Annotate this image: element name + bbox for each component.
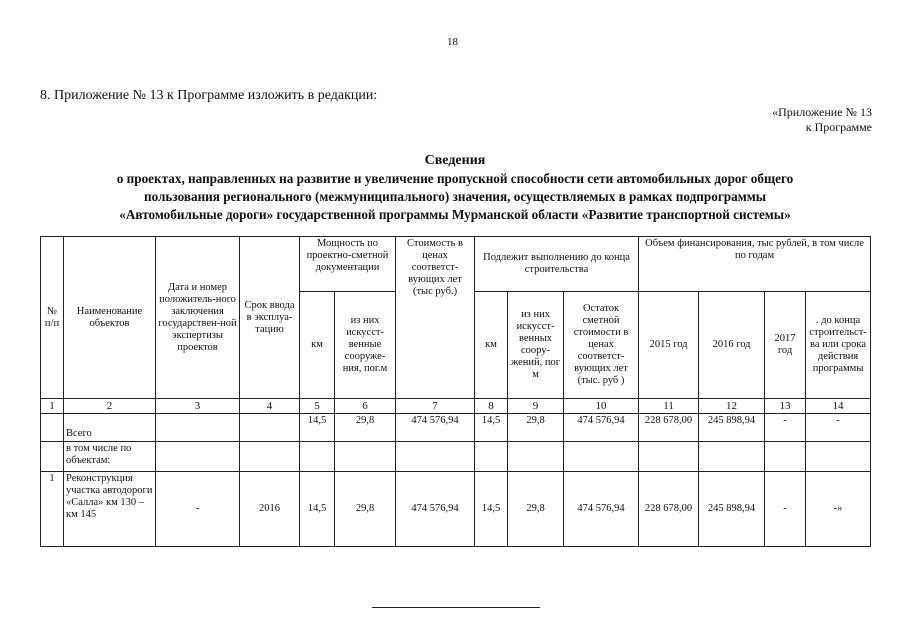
col-number: 5: [300, 399, 335, 414]
col-number: 13: [765, 399, 806, 414]
table-cell: [699, 442, 765, 472]
table-cell: 2016: [240, 472, 300, 547]
header-remaining-art: из них искусст-венных соору-жений, пог м: [508, 292, 564, 399]
title-line-2: пользования регионального (межмуниципального) значения, осуществляемых в рамках подпрограммы: [143, 189, 766, 204]
table-cell: [335, 442, 396, 472]
document-title: [40, 152, 870, 224]
object-name: Реконструкция участка автодороги «Салла» км 130 – км 145: [64, 472, 156, 547]
page-number: 18: [447, 36, 458, 48]
table-cell: 14,5: [475, 414, 508, 442]
table-cell: -: [765, 414, 806, 442]
header-expertise: Дата и номер положитель-ного заключения государствен-ной экспертизы проектов: [156, 237, 240, 399]
table-cell: 14,5: [475, 472, 508, 547]
annex-reference: [772, 105, 872, 135]
col-number: 8: [475, 399, 508, 414]
col-number: 12: [699, 399, 765, 414]
col-number: 2: [64, 399, 156, 414]
table-cell: 14,5: [300, 414, 335, 442]
footnote-divider: [372, 607, 540, 608]
subheader-label: в том числе по объектам:: [64, 442, 156, 472]
table-row: [41, 472, 871, 547]
annex-line-1: «Приложение № 13: [772, 105, 872, 119]
table-cell: 29,8: [508, 414, 564, 442]
header-2017: 2017 год: [765, 292, 806, 399]
table-cell: -: [156, 472, 240, 547]
table-cell: [508, 442, 564, 472]
amendment-intro: 8. Приложение № 13 к Программе изложить в редакции:: [40, 88, 378, 103]
col-number: 3: [156, 399, 240, 414]
table-cell: [156, 442, 240, 472]
table-cell: [240, 414, 300, 442]
subheader-row: [41, 442, 871, 472]
table-cell: [41, 414, 64, 442]
col-number: 14: [806, 399, 871, 414]
table-cell: [475, 442, 508, 472]
table-cell: 228 678,00: [639, 414, 699, 442]
header-term: Срок ввода в эксплуа-тацию: [240, 237, 300, 399]
table-cell: 474 576,94: [396, 472, 475, 547]
col-number: 7: [396, 399, 475, 414]
total-row: [41, 414, 871, 442]
header-capacity: Мощность по проектно-сметной документации: [300, 237, 396, 292]
table-cell: [41, 442, 64, 472]
table-cell: [806, 442, 871, 472]
table-cell: 245 898,94: [699, 414, 765, 442]
table-cell: -»: [806, 472, 871, 547]
table-cell: 14,5: [300, 472, 335, 547]
table-cell: 29,8: [335, 414, 396, 442]
header-remaining: Подлежит выполнению до конца строительства: [475, 237, 639, 292]
table-cell: [396, 442, 475, 472]
title-line-1: о проектах, направленных на развитие и увеличение пропускной способности сети автомобильных дорог общего: [116, 171, 794, 186]
total-label: Всего: [64, 414, 156, 442]
header-row-1: [41, 237, 871, 292]
title-heading: Сведения: [424, 153, 486, 168]
table-cell: [240, 442, 300, 472]
header-cost: Стоимость в ценах соответст-вующих лет (тыс руб.): [396, 237, 475, 399]
table-cell: 29,8: [508, 472, 564, 547]
table-cell: [300, 442, 335, 472]
table-cell: 474 576,94: [564, 472, 639, 547]
col-number: 4: [240, 399, 300, 414]
header-name: Наименование объектов: [64, 237, 156, 399]
projects-table: [40, 236, 871, 547]
header-remaining-cost: Остаток сметной стоимости в ценах соответст-вующих лет (тыс. руб ): [564, 292, 639, 399]
col-number: 11: [639, 399, 699, 414]
table-cell: 228 678,00: [639, 472, 699, 547]
header-2016: 2016 год: [699, 292, 765, 399]
col-number: 1: [41, 399, 64, 414]
table-cell: 29,8: [335, 472, 396, 547]
table-cell: -: [765, 472, 806, 547]
header-until-end: . до конца строительст-ва или срока действия программы: [806, 292, 871, 399]
header-remaining-km: км: [475, 292, 508, 399]
col-number: 6: [335, 399, 396, 414]
header-capacity-km: км: [300, 292, 335, 399]
header-funding: Объем финансирования, тыс рублей, в том числе по годам: [639, 237, 871, 292]
column-numbers-row: [41, 399, 871, 414]
row-number: 1: [41, 472, 64, 547]
annex-line-2: к Программе: [805, 120, 872, 134]
table-cell: [765, 442, 806, 472]
col-number: 10: [564, 399, 639, 414]
table-cell: [564, 442, 639, 472]
table-cell: 474 576,94: [564, 414, 639, 442]
table-cell: 245 898,94: [699, 472, 765, 547]
table-cell: 474 576,94: [396, 414, 475, 442]
header-num: № п/п: [41, 237, 64, 399]
col-number: 9: [508, 399, 564, 414]
table-cell: [156, 414, 240, 442]
header-2015: 2015 год: [639, 292, 699, 399]
title-line-3: «Автомобильные дороги» государственной программы Мурманской области «Развитие транспортной системы»: [119, 207, 791, 222]
table-cell: [639, 442, 699, 472]
table-cell: -: [806, 414, 871, 442]
header-capacity-art: из них искусст-венные сооруже-ния, пог.м: [335, 292, 396, 399]
